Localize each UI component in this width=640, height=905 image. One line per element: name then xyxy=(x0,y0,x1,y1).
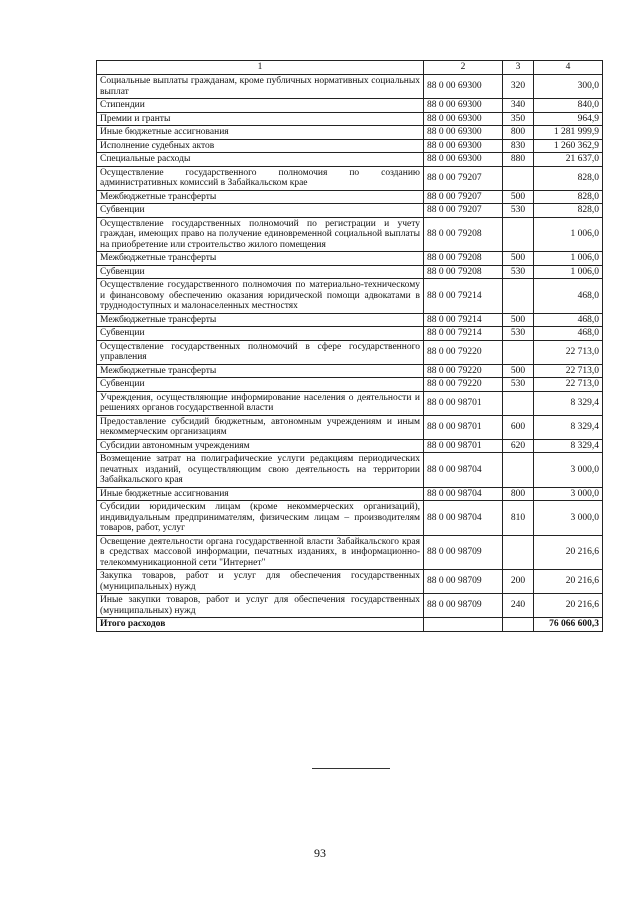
row-code: 88 0 00 69300 xyxy=(424,75,503,99)
row-amount: 840,0 xyxy=(534,99,603,113)
row-type: 500 xyxy=(503,313,534,327)
row-name: Возмещение затрат на полиграфические услуги редакциям периодических печатных изданий, осуществляющим свою деятельность на территории Забайкальского края xyxy=(97,453,424,488)
row-type: 500 xyxy=(503,190,534,204)
row-name: Исполнение судебных актов xyxy=(97,139,424,153)
row-type xyxy=(503,453,534,488)
row-name: Межбюджетные трансферты xyxy=(97,190,424,204)
budget-table xyxy=(96,60,603,632)
row-name: Премии и гранты xyxy=(97,112,424,126)
table-row xyxy=(97,391,603,415)
row-name: Осуществление государственного полномочия по материально-техническому и финансовому обеспечению оказания юридической помощи адвокатами в труднодоступных и малонаселенных местностях xyxy=(97,279,424,314)
row-amount: 3 000,0 xyxy=(534,501,603,536)
row-amount: 1 006,0 xyxy=(534,217,603,252)
row-name: Освещение деятельности органа государственной власти Забайкальского края в средствах массовой информации, печатных изданиях, в информационно-телекоммуникационной сети "Интернет" xyxy=(97,535,424,570)
table-row xyxy=(97,439,603,453)
table-row xyxy=(97,139,603,153)
row-amount: 20 216,6 xyxy=(534,594,603,618)
row-type: 500 xyxy=(503,364,534,378)
total-row xyxy=(97,618,603,632)
header-col-3: 3 xyxy=(503,61,534,75)
header-col-2: 2 xyxy=(424,61,503,75)
row-name: Субвенции xyxy=(97,204,424,218)
row-amount: 468,0 xyxy=(534,279,603,314)
table-row xyxy=(97,252,603,266)
row-type: 880 xyxy=(503,153,534,167)
table-row xyxy=(97,453,603,488)
row-code: 88 0 00 79207 xyxy=(424,190,503,204)
row-code: 88 0 00 79208 xyxy=(424,217,503,252)
row-code: 88 0 00 79207 xyxy=(424,166,503,190)
row-code: 88 0 00 98701 xyxy=(424,415,503,439)
row-name: Субсидии автономным учреждениям xyxy=(97,439,424,453)
row-amount: 20 216,6 xyxy=(534,570,603,594)
row-code: 88 0 00 79208 xyxy=(424,265,503,279)
table-row xyxy=(97,501,603,536)
row-name: Осуществление государственного полномочия по созданию административных комиссий в Забайкальском крае xyxy=(97,166,424,190)
table-row xyxy=(97,594,603,618)
table-row xyxy=(97,279,603,314)
row-type: 830 xyxy=(503,139,534,153)
row-code: 88 0 00 79220 xyxy=(424,364,503,378)
row-name: Субвенции xyxy=(97,327,424,341)
row-code: 88 0 00 98709 xyxy=(424,570,503,594)
row-type: 320 xyxy=(503,75,534,99)
row-code: 88 0 00 98701 xyxy=(424,391,503,415)
table-row xyxy=(97,126,603,140)
table-row xyxy=(97,99,603,113)
row-amount: 1 260 362,9 xyxy=(534,139,603,153)
row-name: Субсидии юридическим лицам (кроме некоммерческих организаций), индивидуальным предпринимателям, физическим лицам – производителям товаров, работ, услуг xyxy=(97,501,424,536)
table-row xyxy=(97,217,603,252)
row-code: 88 0 00 79220 xyxy=(424,378,503,392)
row-code: 88 0 00 79208 xyxy=(424,252,503,266)
row-name: Осуществление государственных полномочий по регистрации и учету граждан, имеющих право на получение единовременной социальной выплаты на приобретение или строительство жилого помещения xyxy=(97,217,424,252)
row-code: 88 0 00 79207 xyxy=(424,204,503,218)
row-amount: 300,0 xyxy=(534,75,603,99)
row-code: 88 0 00 98709 xyxy=(424,594,503,618)
row-type: 240 xyxy=(503,594,534,618)
row-amount: 1 281 999,9 xyxy=(534,126,603,140)
row-code: 88 0 00 69300 xyxy=(424,139,503,153)
table-row xyxy=(97,364,603,378)
table-row xyxy=(97,415,603,439)
table-row xyxy=(97,378,603,392)
table-row xyxy=(97,327,603,341)
row-name: Социальные выплаты гражданам, кроме публичных нормативных социальных выплат xyxy=(97,75,424,99)
row-code: 88 0 00 69300 xyxy=(424,99,503,113)
row-type: 810 xyxy=(503,501,534,536)
row-amount: 8 329,4 xyxy=(534,415,603,439)
row-amount: 828,0 xyxy=(534,190,603,204)
row-name: Предоставление субсидий бюджетным, автономным учреждениям и иным некоммерческим организациям xyxy=(97,415,424,439)
row-amount: 828,0 xyxy=(534,166,603,190)
table-row xyxy=(97,166,603,190)
row-amount: 1 006,0 xyxy=(534,252,603,266)
table-row xyxy=(97,265,603,279)
total-amount: 76 066 600,3 xyxy=(534,618,603,632)
row-type: 800 xyxy=(503,126,534,140)
header-col-1: 1 xyxy=(97,61,424,75)
row-amount: 22 713,0 xyxy=(534,378,603,392)
table-row xyxy=(97,75,603,99)
row-type: 600 xyxy=(503,415,534,439)
table-row xyxy=(97,313,603,327)
row-amount: 3 000,0 xyxy=(534,453,603,488)
row-name: Специальные расходы xyxy=(97,153,424,167)
row-amount: 3 000,0 xyxy=(534,487,603,501)
row-code: 88 0 00 69300 xyxy=(424,112,503,126)
row-code: 88 0 00 98704 xyxy=(424,453,503,488)
row-name: Осуществление государственных полномочий в сфере государственного управления xyxy=(97,340,424,364)
table-row xyxy=(97,570,603,594)
row-amount: 1 006,0 xyxy=(534,265,603,279)
row-amount: 21 637,0 xyxy=(534,153,603,167)
row-code: 88 0 00 79214 xyxy=(424,313,503,327)
row-type: 530 xyxy=(503,327,534,341)
row-amount: 22 713,0 xyxy=(534,364,603,378)
row-code: 88 0 00 69300 xyxy=(424,126,503,140)
row-type xyxy=(503,391,534,415)
separator-line xyxy=(312,768,390,769)
page-number: 93 xyxy=(314,846,326,860)
row-code: 88 0 00 98701 xyxy=(424,439,503,453)
header-col-4: 4 xyxy=(534,61,603,75)
row-amount: 8 329,4 xyxy=(534,439,603,453)
row-amount: 22 713,0 xyxy=(534,340,603,364)
table-row xyxy=(97,487,603,501)
row-amount: 468,0 xyxy=(534,327,603,341)
table-body xyxy=(97,75,603,618)
row-code: 88 0 00 98704 xyxy=(424,487,503,501)
row-code: 88 0 00 69300 xyxy=(424,153,503,167)
row-type: 340 xyxy=(503,99,534,113)
header-row xyxy=(97,61,603,75)
table-row xyxy=(97,153,603,167)
row-type: 530 xyxy=(503,265,534,279)
total-label: Итого расходов xyxy=(97,618,424,632)
row-type: 200 xyxy=(503,570,534,594)
row-type: 800 xyxy=(503,487,534,501)
row-name: Стипендии xyxy=(97,99,424,113)
row-type: 500 xyxy=(503,252,534,266)
row-name: Иные закупки товаров, работ и услуг для обеспечения государственных (муниципальных) нужд xyxy=(97,594,424,618)
row-code: 88 0 00 79214 xyxy=(424,279,503,314)
row-amount: 828,0 xyxy=(534,204,603,218)
row-type xyxy=(503,217,534,252)
row-type: 620 xyxy=(503,439,534,453)
row-amount: 20 216,6 xyxy=(534,535,603,570)
row-amount: 8 329,4 xyxy=(534,391,603,415)
row-code: 88 0 00 98704 xyxy=(424,501,503,536)
row-type: 530 xyxy=(503,204,534,218)
row-type: 350 xyxy=(503,112,534,126)
row-name: Иные бюджетные ассигнования xyxy=(97,126,424,140)
row-code: 88 0 00 79214 xyxy=(424,327,503,341)
row-name: Субвенции xyxy=(97,378,424,392)
row-type xyxy=(503,166,534,190)
row-name: Межбюджетные трансферты xyxy=(97,252,424,266)
table-row xyxy=(97,535,603,570)
row-type xyxy=(503,340,534,364)
row-name: Субвенции xyxy=(97,265,424,279)
table-row xyxy=(97,340,603,364)
table-row xyxy=(97,112,603,126)
row-name: Учреждения, осуществляющие информирование населения о деятельности и решениях органов государственной власти xyxy=(97,391,424,415)
row-name: Межбюджетные трансферты xyxy=(97,364,424,378)
row-name: Иные бюджетные ассигнования xyxy=(97,487,424,501)
row-amount: 964,9 xyxy=(534,112,603,126)
row-name: Межбюджетные трансферты xyxy=(97,313,424,327)
row-amount: 468,0 xyxy=(534,313,603,327)
total-type xyxy=(503,618,534,632)
table-row xyxy=(97,190,603,204)
row-code: 88 0 00 79220 xyxy=(424,340,503,364)
row-name: Закупка товаров, работ и услуг для обеспечения государственных (муниципальных) нужд xyxy=(97,570,424,594)
table-row xyxy=(97,204,603,218)
row-code: 88 0 00 98709 xyxy=(424,535,503,570)
row-type xyxy=(503,535,534,570)
total-code xyxy=(424,618,503,632)
row-type xyxy=(503,279,534,314)
row-type: 530 xyxy=(503,378,534,392)
